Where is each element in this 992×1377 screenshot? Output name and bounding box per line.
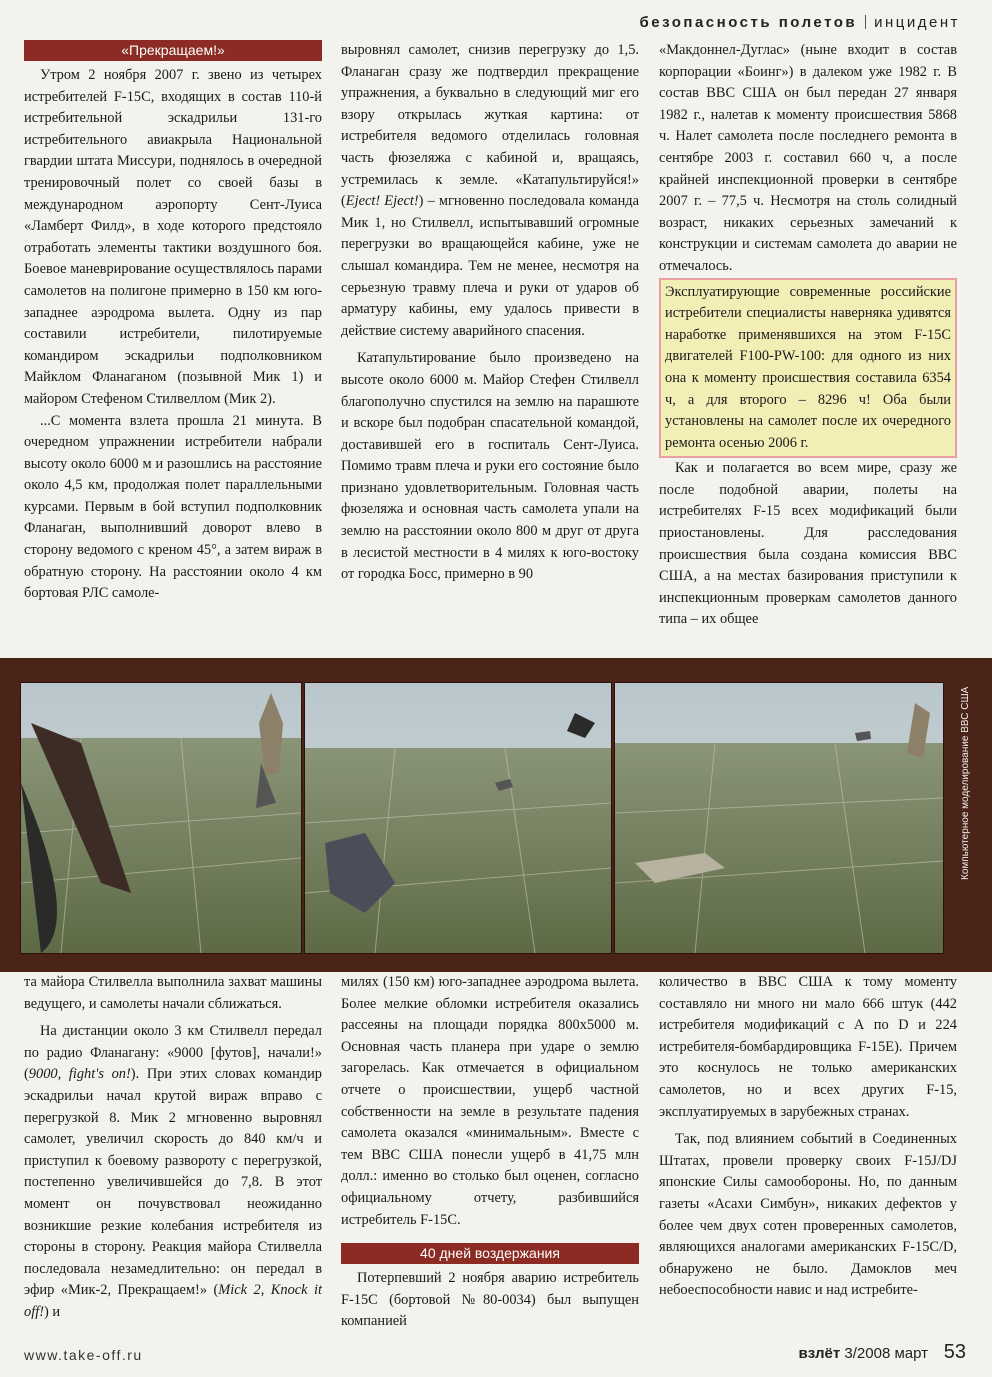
paragraph: ...С момента взлета прошла 21 минута. В очередном упражнении истребители набрали высоту около 6000 м и разошлись на расстояние около 4,5 км, продолжая полет параллельными курсами. Первым в бой вступил подполковник Фланаган, выполнивший доворот влево в сторону ведомого с креном 45°, а затем вираж в обратную сторону. На расстоянии около 4 км бортовая РЛС самоле- xyxy=(24,412,322,602)
subhead-40-days: 40 дней воздержания xyxy=(341,1243,639,1264)
italic-run: Mick 2, Knock it off! xyxy=(24,1282,322,1320)
paragraph: Так, под влиянием событий в Соединенных Штатах, провели проверку своих F-15J/DJ японские Силы самообороны. Но, по данным газеты «Асахи Симбун», никаких дефектов у более чем двух сотен проверенных самолетов, являющихся аналогами американских F-15C/D, обнаружено не было. Дамоклов меч небоеспособности навис и над истребите- xyxy=(659,1131,957,1299)
paragraph: «Макдоннел-Дуглас» (ныне входит в состав корпорации «Боинг») в далеком уже 1982 г. В состав ВВС США он был передан 27 января 1982 г., налетав к моменту происшествия 5868 ч. Налет самолета после последнего ремонта в сентябре 2003 г. составил 660 ч, а после крайней инспекционной проверки в сентябре 2007 г. – 77,5 ч. Несмотря на столь солидный возраст, никаких серьезных замечаний к конструкции и системам самолета до аварии не отмечалось. xyxy=(659,42,957,274)
footer-magazine xyxy=(799,1345,928,1362)
photo-3 xyxy=(614,682,944,954)
photo-credit: Компьютерное моделирование ВВС США xyxy=(960,686,971,880)
photo-3-illustration xyxy=(615,683,943,953)
column-3-top xyxy=(659,40,957,631)
paragraph xyxy=(341,40,639,342)
column-1-top xyxy=(24,40,322,605)
header-section: безопасность полетов xyxy=(639,14,858,31)
header-category: инцидент xyxy=(874,14,960,31)
text-run: выровнял самолет, снизив перегрузку до 1,5. Фланаган сразу же подтвердил прекращение упражнения, а буквально в следующий миг его взору открылась жуткая картина: от истребителя ведомого отделилась головная часть фюзеляжа с кабиной и, вращаясь, устремилась к земле. «Катапультируйся!» ( xyxy=(341,42,639,210)
text-run: ). При этих словах командир эскадрильи начал крутой вираж вправо с перегрузкой 8. Мик 2 мгновенно выровнял самолет, увеличил скорость до 840 км/ч и приступил к боевому развороту с перегрузкой, постепенно увеличившейся до 7,8. В этот момент он почувствовал неожиданно возникшие резкие колебания истребителя из стороны в сторону. Реакция майора Стилвелла последовала незамедлительно: он передал в эфир «Мик-2, Прекращаем!» ( xyxy=(24,1066,322,1299)
header-divider xyxy=(865,15,866,29)
running-header xyxy=(640,14,960,31)
magazine-brand: взлёт xyxy=(798,1345,841,1362)
paragraph: количество в ВВС США к тому моменту составляло ни много ни мало 666 штук (442 истребителя модификаций с А по D и 224 истребителя-бомбардировщика F-15E). Причем это коснулось не только американских самолетов, но и всех других F-15, эксплуатируемых в зарубежных странах. xyxy=(659,974,957,1120)
photo-2 xyxy=(304,682,612,954)
footer-url[interactable]: www.take-off.ru xyxy=(24,1347,143,1363)
italic-run: 9000, fight's on! xyxy=(28,1066,131,1083)
column-2-top xyxy=(341,40,639,586)
paragraph: Потерпевший 2 ноября аварию истребитель F-15C (бортовой №80-0034) был выпущен компанией xyxy=(341,1270,639,1330)
text-run: ) и xyxy=(43,1303,61,1320)
photo-1-illustration xyxy=(21,683,301,953)
paragraph: Катапультирование было произведено на высоте около 6000 м. Майор Стефен Стилвелл благополучно спустился на землю на парашюте и вскоре был подобран спасательной командой, доставившей его в госпиталь Сент-Луиса. Помимо травм плеча и руки его состояние было признано удовлетворительным. Головная часть фюзеляжа и основная часть самолета упали на землю на расстоянии около 800 м друг от друга в лесистой местности в 4 милях к юго-востоку от городка Босс, примерно в 90 xyxy=(341,350,639,583)
callout-box: Эксплуатирующие современные российские истребители специалисты наверняка удивятся наработке применявшихся на этом F-15C двигателей F100-PW-100: для одного из них она к моменту происшествия составила 6354 ч, а для второго – 8296 ч! Оба были установлены на самолет после их очередного ремонта осенью 2006 г. xyxy=(659,278,957,459)
italic-run: Eject! Eject! xyxy=(345,193,419,210)
paragraph: Как и полагается во всем мире, сразу же после подобной аварии, полеты на истребителях F-15 всех модификаций были приостановлены. Для расследования происшествия была создана комиссия ВВС США, а на местах базирования приступили к инспекционным проверкам самолетов данного типа – их общее xyxy=(659,460,957,628)
photo-1 xyxy=(20,682,302,954)
column-2-bottom xyxy=(341,972,639,1333)
photo-2-illustration xyxy=(305,683,611,953)
magazine-issue: 3/2008 март xyxy=(844,1345,928,1362)
column-1-bottom xyxy=(24,972,322,1324)
subhead-stop: «Прекращаем!» xyxy=(24,40,322,61)
text-run: На дистанции около 3 км Стилвелл передал по радио Фланагану: «9000 [футов], начали!» ( xyxy=(24,1023,322,1083)
paragraph: милях (150 км) юго-западнее аэродрома вылета. Более мелкие обломки истребителя оказались рассеяны на площади порядка 800х5000 м. Основная часть планера при ударе о землю загорелась. Как отмечается в официальном отчете о происшествии, ущерб частной собственности на земле в результате падения самолета оказался «минимальным». Вместе с тем ВВС США понесли ущерб в 41,75 млн долл.: именно во столько был оценен, согласно официальному отчету, разбившийся истребитель F-15C. xyxy=(341,974,639,1228)
paragraph: Утром 2 ноября 2007 г. звено из четырех истребителей F-15C, входящих в состав 110-й истребительной эскадрильи 131-го истребительного авиакрыла Национальной гвардии штата Миссури, поднялось в очередной тренировочный полет со своей базы в международном аэропорту Сент-Луиса «Ламберт Филд», в ходе которого предстояло отработать элементы тактики воздушного боя. Боевое маневрирование осуществлялось парами самолетов на полигоне примерно в 150 км юго-западнее аэродрома вылета. Одну из пар составили истребители, пилотируемые командиром эскадрильи подполковником Майклом Фланаганом (позывной Мик 1) и майором Стефеном Стилвеллом (Мик 2). xyxy=(24,67,322,407)
column-3-bottom xyxy=(659,972,957,1302)
page-number: 53 xyxy=(943,1341,966,1363)
paragraph xyxy=(24,1021,322,1323)
text-run: ) – мгновенно последовала команда Мик 1, но Стилвелл, испытывавший огромные перегрузки во вращающейся кабине, уже не слышал командира. Тем не менее, несмотря на серьезную травму плеча и руки от ударов об арматуру кабины, ему удалось привести в действие систему аварийного спасения. xyxy=(341,193,639,339)
paragraph: та майора Стилвелла выполнила захват машины ведущего, и самолеты начали сближаться. xyxy=(24,974,322,1012)
photo-band xyxy=(0,658,992,972)
